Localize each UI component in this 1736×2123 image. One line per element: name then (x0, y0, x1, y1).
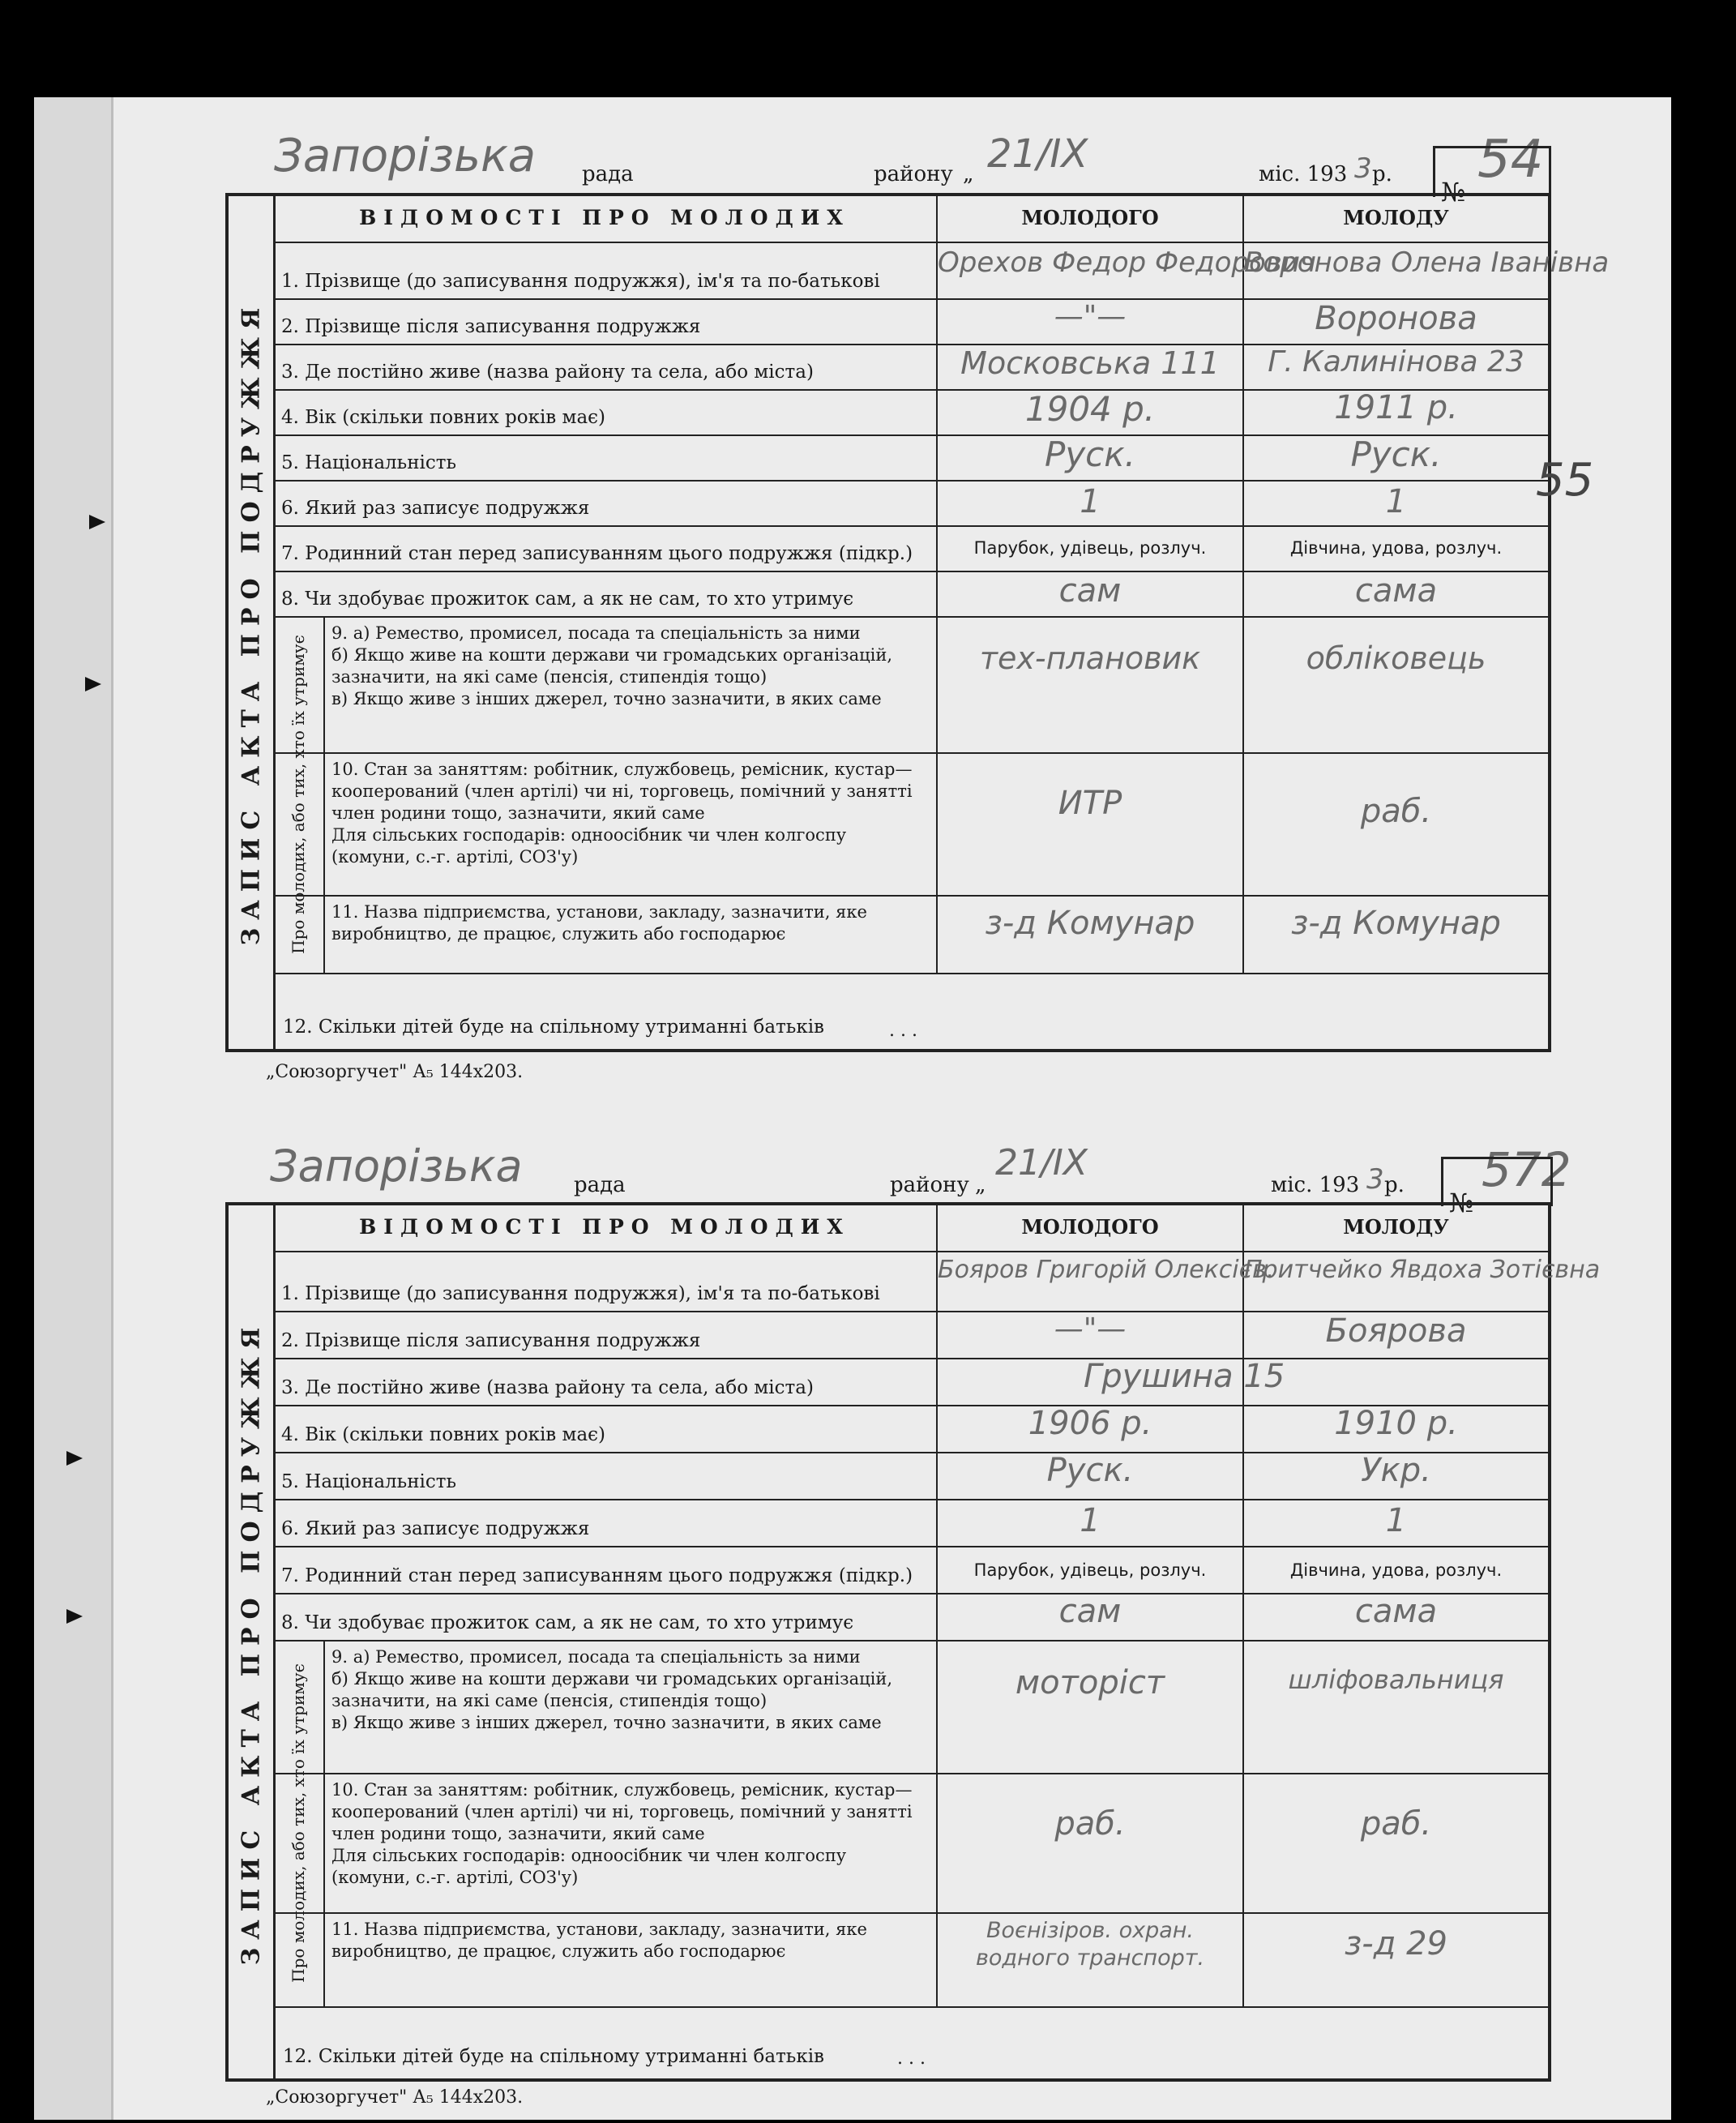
sidebar-title: ЗАПИС АКТА ПРО ПОДРУЖЖЯ (237, 1319, 265, 1965)
bride-value: шліфовальниця (1288, 1664, 1504, 1695)
marriage-record-form-2 (225, 1141, 1601, 2112)
row-label: 1. Прізвище (до записування подружжя), ім'я та по-батькові (281, 271, 880, 292)
row-label: 8. Чи здобуває прожиток сам, а як не сам, то хто утримує (281, 1612, 854, 1633)
table-row (273, 1593, 1548, 1641)
sub-sidebar-text: Про молодих, або тих, хто їх утримує (289, 635, 308, 954)
groom-value: Бояров Григорій Олексієв. (938, 1256, 1275, 1284)
bride-value: Боярова (1325, 1312, 1467, 1350)
row-label: 11. Назва підприємства, установи, закладу, зазначити, яке виробництво, де працює, служить або господарює (331, 1920, 867, 1961)
binding-spine (34, 97, 113, 2120)
row-label: 6. Який раз записує подружжя (281, 1518, 590, 1539)
column-head-info: ВІДОМОСТІ ПРО МОЛОДИХ (359, 1215, 850, 1239)
row-label: 11. Назва підприємства, установи, закладу, зазначити, яке виробництво, де працює, служить або господарює (331, 902, 867, 944)
table-row (273, 1311, 1548, 1359)
groom-value: 1 (1080, 483, 1101, 520)
bride-value: Дівчина, удова, розлуч. (1289, 538, 1503, 558)
number-box (1441, 1157, 1553, 1206)
bride-value: 1910 р. (1334, 1405, 1458, 1442)
column-head-bride: МОЛОДУ (1343, 1215, 1449, 1239)
rada-handwritten: Запорізька (274, 130, 537, 182)
year-suffix: р. (1384, 1173, 1405, 1197)
print-footer: „Союзоргучет" А₅ 144х203. (266, 2087, 524, 2108)
number-label: № (1449, 1188, 1474, 1218)
bride-value: Дівчина, удова, розлуч. (1289, 1560, 1503, 1580)
table-row (273, 973, 1548, 1049)
dots: . . . (889, 1021, 917, 1041)
table-row (273, 616, 1548, 754)
row-label: 9. а) Ремество, промисел, посада та спеціальність за ними б) Якщо живе на кошти держави чи громадських організацій, зазначити, на які саме (пенсія, стипендія тощо) в) Якщо живе з інших джерел, точно зазначити, в яких саме (331, 623, 893, 708)
rada-handwritten: Запорізька (270, 1141, 523, 1192)
row-label: 12. Скільки дітей буде на спільному утриманні батьків (283, 2046, 825, 2067)
bride-value: Укр. (1361, 1452, 1431, 1489)
rada-label: рада (582, 162, 634, 186)
table-row (273, 389, 1548, 436)
row-label: 8. Чи здобуває прожиток сам, а як не сам, то хто утримує (281, 589, 854, 610)
binding-hole (66, 1451, 83, 1466)
quote-mark: „ (975, 1173, 986, 1197)
table-row (273, 1499, 1548, 1547)
quote-mark: „ (963, 162, 974, 186)
column-head-bride: МОЛОДУ (1343, 206, 1449, 229)
groom-value: Парубок, удівець, розлуч. (973, 538, 1207, 558)
row-label: 3. Де постійно живе (назва району та села, або міста) (281, 362, 814, 383)
table-row (273, 242, 1610, 300)
groom-value: Воєнізіров. охран. водного транспорт. (975, 1918, 1205, 1971)
table-row (273, 1640, 1548, 1774)
row-label: 5. Національність (281, 1471, 457, 1492)
groom-value: 1 (1080, 1502, 1101, 1539)
groom-value: Московська 111 (960, 345, 1220, 381)
groom-value: Руск. (1046, 1452, 1134, 1489)
groom-value: сам (1058, 572, 1122, 610)
form-header (225, 1141, 1571, 1218)
table-grid (273, 1205, 1601, 2078)
table-sidebar (229, 1205, 276, 2078)
sub-sidebar-text: Про молодих, або тих, хто їх утримує (289, 1663, 308, 1983)
table-row (273, 895, 1548, 974)
table-row (273, 1358, 1548, 1406)
row-label: 3. Де постійно живе (назва району та села, або міста) (281, 1377, 814, 1398)
groom-value: Руск. (1045, 434, 1135, 474)
table-row (273, 1773, 1548, 1914)
year-handwritten: 3 (1354, 152, 1372, 185)
bride-value: 1 (1385, 483, 1407, 520)
rayonu-label: району (874, 162, 953, 186)
groom-value: Грушина 15 (1084, 1358, 1285, 1395)
bride-value: Воронова Олена Іванівна (1244, 246, 1610, 279)
binding-hole (89, 515, 105, 529)
bride-value: раб. (1360, 1805, 1432, 1843)
table-row (273, 298, 1548, 345)
row-label: 4. Вік (скільки повних років має) (281, 1424, 606, 1445)
print-footer: „Союзоргучет" А₅ 144х203. (266, 1062, 524, 1082)
table-sidebar (229, 196, 276, 1049)
groom-value: Орехов Федор Федорович (938, 246, 1317, 279)
number-box (1433, 146, 1551, 197)
bride-value: Притчейко Явдоха Зотієвна (1244, 1256, 1601, 1284)
row-label: 10. Стан за заняттям: робітник, службовець, ремісник, кустар—кооперований (член артілі) чи ні, торговець, помічний у занятті член родини тощо, зазначити, який саме Для сільських господарів: одноосібник чи член колгоспу (комуни, с.-г. артілі, СОЗ'у) (331, 760, 913, 867)
date-handwritten: 21/IX (987, 131, 1088, 177)
row-label: 7. Родинний стан перед записуванням цього подружжя (підкр.) (281, 1565, 913, 1586)
bride-value: з-д 29 (1345, 1925, 1447, 1962)
table-row (273, 525, 1548, 572)
groom-value: з-д Комунар (985, 905, 1195, 942)
table-row (273, 1912, 1548, 2008)
bride-value: раб. (1360, 793, 1432, 830)
row-label: 4. Вік (скільки повних років має) (281, 407, 606, 428)
groom-value: Парубок, удівець, розлуч. (973, 1560, 1207, 1580)
date-handwritten: 21/IX (995, 1142, 1088, 1183)
column-header-row (273, 1205, 1548, 1252)
row-label: 5. Національність (281, 452, 457, 473)
table-row (273, 434, 1548, 482)
number-handwritten: 54 (1477, 130, 1544, 190)
groom-value: —"— (1054, 1312, 1127, 1346)
number-label: № (1441, 177, 1466, 208)
margin-number-handwritten: 55 (1536, 454, 1594, 507)
column-head-groom: МОЛОДОГО (1021, 1215, 1159, 1239)
table-row (273, 1546, 1548, 1594)
row-label: 2. Прізвище після записування подружжя (281, 1330, 701, 1351)
bride-value: сама (1354, 1593, 1438, 1630)
groom-value: моторіст (1015, 1664, 1165, 1701)
column-head-groom: МОЛОДОГО (1021, 206, 1159, 229)
groom-value: 1904 р. (1024, 389, 1156, 429)
table-row (273, 2006, 1548, 2078)
dots: . . . (897, 2048, 926, 2069)
bride-value: 1 (1385, 1502, 1407, 1539)
groom-value: раб. (1054, 1805, 1126, 1843)
row-label: 1. Прізвище (до записування подружжя), ім'я та по-батькові (281, 1283, 880, 1304)
rada-label: рада (574, 1173, 626, 1197)
record-table (225, 1202, 1601, 2082)
row-label: 2. Прізвище після записування подружжя (281, 316, 701, 337)
table-row (273, 571, 1548, 618)
year-label: міс. 193 (1271, 1173, 1360, 1197)
bride-value: Г. Калинінова 23 (1268, 345, 1524, 379)
groom-value: ИТР (1058, 785, 1122, 822)
table-row (273, 1452, 1548, 1500)
bride-value: 1911 р. (1334, 389, 1458, 426)
binding-hole (85, 677, 101, 691)
table-row (273, 480, 1548, 527)
groom-value: —"— (1054, 300, 1127, 333)
bride-value: обліковець (1306, 640, 1486, 676)
year-label: міс. 193 (1259, 162, 1348, 186)
bride-value: Воронова (1315, 300, 1477, 337)
number-handwritten: 572 (1482, 1142, 1571, 1197)
row-label: 6. Який раз записує подружжя (281, 498, 590, 519)
table-row (273, 752, 1548, 897)
table-row (273, 344, 1548, 391)
sidebar-title: ЗАПИС АКТА ПРО ПОДРУЖЖЯ (237, 299, 265, 946)
form-header (225, 130, 1551, 208)
column-head-info: ВІДОМОСТІ ПРО МОЛОДИХ (359, 206, 850, 229)
year-handwritten: 3 (1366, 1163, 1384, 1196)
row-label: 10. Стан за заняттям: робітник, службовець, ремісник, кустар—кооперований (член артілі) чи ні, торговець, помічний у занятті член родини тощо, зазначити, який саме Для сільських господарів: одноосібник чи член колгоспу (комуни, с.-г. артілі, СОЗ'у) (331, 1780, 913, 1887)
groom-value: 1906 р. (1028, 1405, 1152, 1442)
row-label: 9. а) Ремество, промисел, посада та спеціальність за ними б) Якщо живе на кошти держави чи громадських організацій, зазначити, на які саме (пенсія, стипендія тощо) в) Якщо живе з інших джерел, точно зазначити, в яких саме (331, 1647, 893, 1732)
year-suffix: р. (1372, 162, 1392, 186)
bride-value: сама (1354, 572, 1438, 610)
groom-value: сам (1058, 1593, 1122, 1630)
table-row (273, 1251, 1601, 1312)
bride-value: Руск. (1350, 434, 1442, 474)
column-header-row (273, 196, 1548, 243)
row-label: 12. Скільки дітей буде на спільному утриманні батьків (283, 1017, 825, 1038)
groom-value: тех-плановик (979, 640, 1201, 676)
binding-hole (66, 1609, 83, 1624)
rayonu-label: району (890, 1173, 969, 1197)
table-row (273, 1405, 1548, 1453)
row-label: 7. Родинний стан перед записуванням цього подружжя (підкр.) (281, 543, 913, 564)
bride-value: з-д Комунар (1291, 905, 1501, 942)
